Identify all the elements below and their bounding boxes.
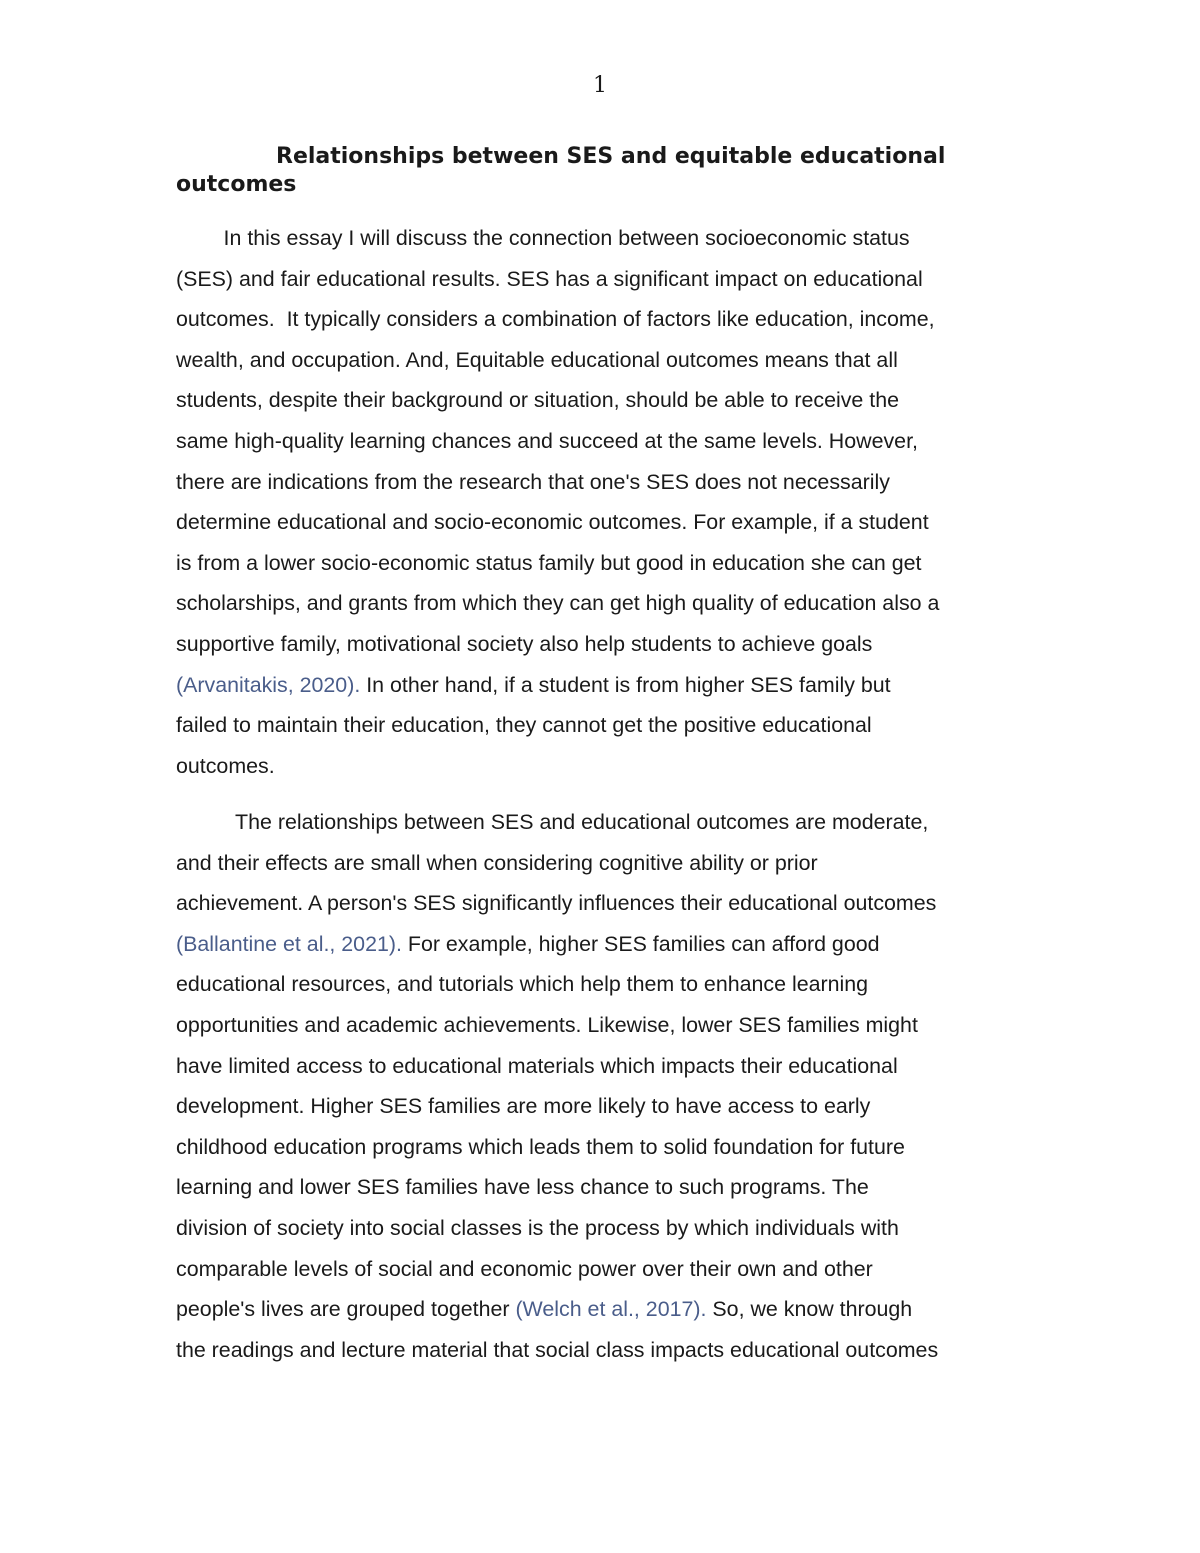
text-segment: scholarships, and grants from which they can get high quality of education also a — [176, 591, 940, 616]
text-line — [176, 1005, 1036, 1046]
text-line — [176, 802, 1036, 843]
text-line — [176, 1167, 1036, 1208]
text-line — [176, 1289, 1036, 1330]
paragraph-2 — [176, 802, 1036, 1370]
text-line — [176, 462, 1036, 503]
text-segment: is from a lower socio-economic status family but good in education she can get — [176, 550, 922, 575]
text-line — [176, 964, 1036, 1005]
text-segment: development. Higher SES families are more likely to have access to early — [176, 1094, 871, 1119]
citation: (Ballantine et al., 2021). — [176, 931, 402, 956]
text-segment: students, despite their background or situation, should be able to receive the — [176, 388, 899, 413]
citation: (Arvanitakis, 2020). — [176, 672, 361, 697]
text-segment: determine educational and socio-economic outcomes. For example, if a student — [176, 510, 929, 535]
text-line — [176, 883, 1036, 924]
text-line — [176, 1330, 1036, 1371]
text-segment: people's lives are grouped together — [176, 1297, 516, 1322]
text-segment: (SES) and fair educational results. SES has a significant impact on educational — [176, 266, 923, 291]
text-line — [176, 543, 1036, 584]
text-line — [176, 502, 1036, 543]
text-segment: So, we know through — [706, 1297, 913, 1322]
text-line — [176, 259, 1036, 300]
text-line — [176, 705, 1036, 746]
text-line — [176, 1046, 1036, 1087]
text-line — [176, 624, 1036, 665]
text-line — [176, 218, 1036, 259]
text-segment: The relationships between SES and educational outcomes are moderate, — [176, 810, 929, 834]
text-segment: For example, higher SES families can afford good — [401, 931, 880, 956]
text-segment: have limited access to educational materials which impacts their educational — [176, 1053, 898, 1078]
text-segment: failed to maintain their education, they cannot get the positive educational — [176, 713, 872, 738]
text-segment: wealth, and occupation. And, Equitable educational outcomes means that all — [176, 347, 898, 372]
text-segment: learning and lower SES families have less chance to such programs. The — [176, 1175, 869, 1200]
text-line — [176, 924, 1036, 965]
text-line — [176, 843, 1036, 884]
text-segment: supportive family, motivational society also help students to achieve goals — [176, 631, 873, 656]
text-segment: the readings and lecture material that social class impacts educational outcomes — [176, 1337, 939, 1362]
text-segment: outcomes. — [176, 753, 275, 778]
text-line — [176, 1249, 1036, 1290]
text-segment: division of society into social classes is the process by which individuals with — [176, 1215, 899, 1240]
citation: (Welch et al., 2017). — [515, 1297, 707, 1322]
text-segment: and their effects are small when considering cognitive ability or prior — [176, 850, 818, 875]
text-line — [176, 746, 1036, 787]
text-line — [176, 1208, 1036, 1249]
text-line — [176, 665, 1036, 706]
page-number: 1 — [593, 73, 607, 98]
paragraph-1 — [176, 218, 1036, 786]
text-line — [176, 299, 1036, 340]
text-line — [176, 421, 1036, 462]
text-segment: comparable levels of social and economic power over their own and other — [176, 1256, 873, 1281]
document-title: Relationships between SES and equitable educational outcomes — [176, 144, 946, 197]
text-line — [176, 1127, 1036, 1168]
text-line — [176, 583, 1036, 624]
text-segment: In this essay I will discuss the connection between socioeconomic status — [176, 226, 910, 250]
text-segment: outcomes. It typically considers a combination of factors like education, income, — [176, 307, 935, 332]
text-segment: there are indications from the research that one's SES does not necessarily — [176, 469, 890, 494]
text-segment: In other hand, if a student is from higher SES family but — [360, 672, 891, 697]
text-line — [176, 380, 1036, 421]
text-segment: achievement. A person's SES significantly influences their educational outcomes — [176, 891, 937, 916]
text-segment: same high-quality learning chances and succeed at the same levels. However, — [176, 428, 918, 453]
text-segment: opportunities and academic achievements. Likewise, lower SES families might — [176, 1012, 918, 1037]
text-line — [176, 340, 1036, 381]
text-segment: educational resources, and tutorials which help them to enhance learning — [176, 972, 869, 997]
text-segment: childhood education programs which leads them to solid foundation for future — [176, 1134, 905, 1159]
text-line — [176, 1086, 1036, 1127]
